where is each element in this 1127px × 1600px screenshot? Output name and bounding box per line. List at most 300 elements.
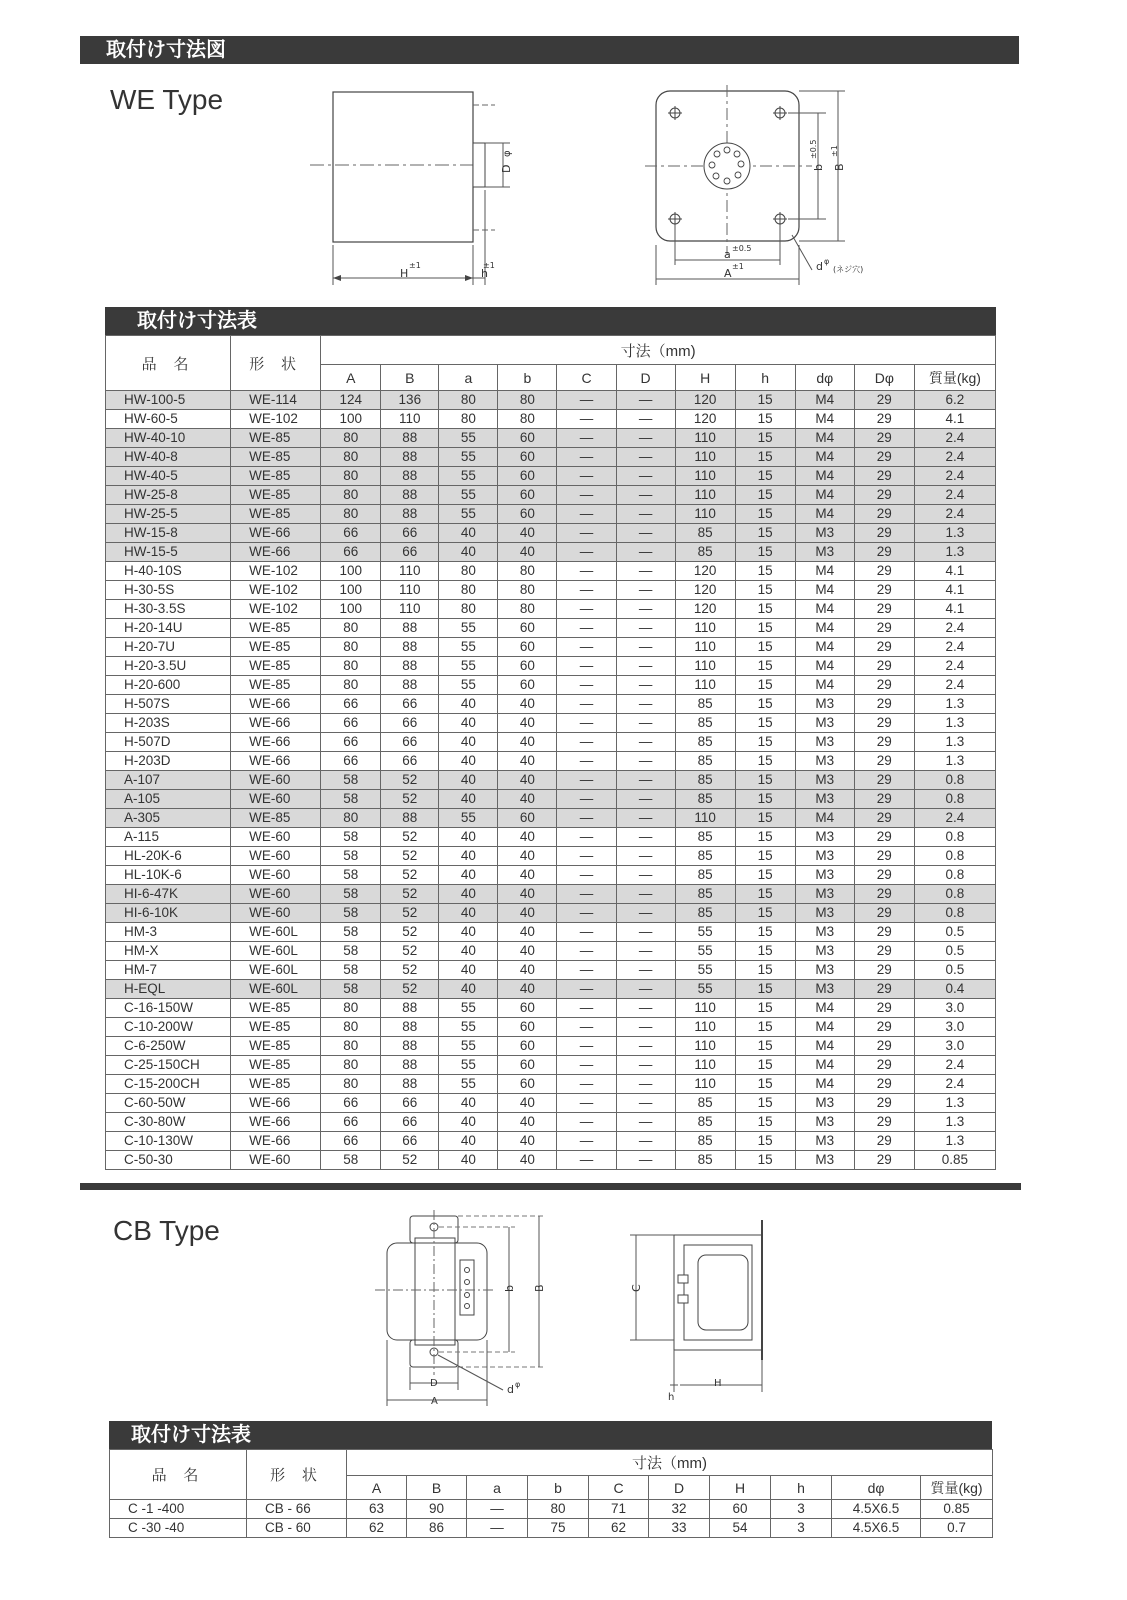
table-cell: 85 (675, 904, 735, 923)
cb-subheader: b (528, 1476, 589, 1500)
table-row (110, 1519, 993, 1538)
table-cell: 3 (771, 1519, 832, 1538)
table-cell: 15 (735, 752, 795, 771)
table-cell: 29 (854, 391, 914, 410)
table-cell: 58 (321, 771, 381, 790)
table-row (106, 790, 996, 809)
table-cell: A-115 (106, 828, 231, 847)
table-cell: WE-85 (231, 1018, 321, 1037)
table-cell: 80 (498, 600, 557, 619)
table-cell: — (616, 885, 675, 904)
table-cell: 88 (381, 1037, 439, 1056)
table-cell: 60 (498, 486, 557, 505)
table-cell: 85 (675, 733, 735, 752)
cb-col-name-header: 品 名 (110, 1450, 247, 1500)
table-cell: 29 (854, 410, 914, 429)
we-bottom-B-tol: ±1 (830, 145, 839, 157)
table-cell: 124 (321, 391, 381, 410)
table-cell: 80 (321, 1075, 381, 1094)
table-cell: M3 (795, 942, 854, 961)
we-side-phi-label: φ (502, 150, 513, 157)
table-cell: 55 (439, 467, 498, 486)
cb-side-h-label: h (668, 1392, 675, 1403)
table-cell: 80 (498, 391, 557, 410)
table-cell: — (467, 1519, 528, 1538)
table-cell: 62 (347, 1519, 407, 1538)
table-cell: M4 (795, 429, 854, 448)
table-cell: — (616, 600, 675, 619)
table-cell: WE-66 (231, 1132, 321, 1151)
we-bottom-a-tol: ±0.5 (732, 244, 752, 253)
table-cell: 55 (439, 809, 498, 828)
table-cell: M4 (795, 619, 854, 638)
table-cell: 55 (439, 1056, 498, 1075)
cb-front-d-label: d (507, 1383, 514, 1396)
table-cell: 15 (735, 429, 795, 448)
table-cell: M4 (795, 1075, 854, 1094)
table-cell: 110 (675, 486, 735, 505)
table-cell: M4 (795, 562, 854, 581)
table-cell: 88 (381, 429, 439, 448)
table-cell: — (616, 752, 675, 771)
table-cell: 40 (439, 904, 498, 923)
table-cell: M3 (795, 714, 854, 733)
table-cell: WE-66 (231, 695, 321, 714)
table-cell: 80 (439, 410, 498, 429)
table-cell: CB - 60 (247, 1519, 347, 1538)
table-cell: 120 (675, 600, 735, 619)
table-cell: 40 (439, 885, 498, 904)
table-cell: 15 (735, 695, 795, 714)
table-cell: 58 (321, 904, 381, 923)
table-cell: 80 (321, 657, 381, 676)
table-cell: HW-40-8 (106, 448, 231, 467)
table-cell: 1.3 (914, 714, 995, 733)
table-cell: 88 (381, 1056, 439, 1075)
table-cell: 15 (735, 638, 795, 657)
table-cell: 2.4 (914, 657, 995, 676)
we-type-title: WE Type (110, 84, 224, 115)
table-cell: — (557, 524, 616, 543)
table-row (110, 1500, 993, 1519)
table-cell: WE-85 (231, 1056, 321, 1075)
table-cell: 80 (498, 581, 557, 600)
table-cell: — (557, 505, 616, 524)
table-cell: 29 (854, 448, 914, 467)
table-cell: — (616, 524, 675, 543)
table-cell: — (557, 847, 616, 866)
table-cell: 110 (675, 809, 735, 828)
table-cell: WE-85 (231, 657, 321, 676)
table-row (106, 923, 996, 942)
table-cell: — (557, 923, 616, 942)
table-cell: — (557, 1056, 616, 1075)
table-cell: — (557, 1113, 616, 1132)
table-cell: 40 (439, 923, 498, 942)
table-cell: A-105 (106, 790, 231, 809)
table-cell: H-203S (106, 714, 231, 733)
table-cell: 55 (439, 676, 498, 695)
table-cell: — (616, 733, 675, 752)
table-cell: — (616, 1113, 675, 1132)
table-cell: — (557, 676, 616, 695)
table-cell: 52 (381, 847, 439, 866)
we-subheader: h (735, 365, 795, 391)
table-cell: H-30-5S (106, 581, 231, 600)
table-row (106, 638, 996, 657)
cb-subheader: B (407, 1476, 467, 1500)
table-cell: 0.7 (921, 1519, 993, 1538)
table-cell: 110 (675, 676, 735, 695)
table-cell: H-20-7U (106, 638, 231, 657)
table-cell: — (557, 638, 616, 657)
table-cell: 32 (649, 1500, 710, 1519)
table-cell: — (616, 904, 675, 923)
table-cell: M4 (795, 581, 854, 600)
we-bottom-A-label: A (724, 267, 732, 280)
table-cell: C-25-150CH (106, 1056, 231, 1075)
table-cell: 85 (675, 714, 735, 733)
table-cell: 29 (854, 866, 914, 885)
table-row (106, 486, 996, 505)
table-cell: 110 (675, 619, 735, 638)
table-cell: 88 (381, 999, 439, 1018)
table-cell: — (557, 657, 616, 676)
table-cell: 88 (381, 505, 439, 524)
table-cell: 0.8 (914, 885, 995, 904)
we-subheader: C (557, 365, 616, 391)
table-cell: — (557, 429, 616, 448)
table-cell: — (557, 1094, 616, 1113)
table-cell: — (557, 752, 616, 771)
table-cell: 110 (675, 1056, 735, 1075)
table-cell: 15 (735, 505, 795, 524)
table-cell: WE-60 (231, 771, 321, 790)
cb-subheader: dφ (832, 1476, 921, 1500)
table-cell: — (557, 904, 616, 923)
table-cell: — (616, 1132, 675, 1151)
table-cell: 80 (321, 638, 381, 657)
table-cell: 66 (381, 1113, 439, 1132)
table-cell: 60 (498, 1037, 557, 1056)
table-cell: 40 (498, 733, 557, 752)
table-cell: 29 (854, 543, 914, 562)
table-row (106, 885, 996, 904)
cb-front-d-phi: φ (515, 1380, 521, 1389)
table-cell: 29 (854, 961, 914, 980)
table-cell: 75 (528, 1519, 589, 1538)
table-cell: 66 (321, 695, 381, 714)
table-cell: 29 (854, 923, 914, 942)
table-cell: M3 (795, 752, 854, 771)
table-cell: C -1 -400 (110, 1500, 247, 1519)
table-cell: 66 (381, 695, 439, 714)
table-cell: WE-85 (231, 467, 321, 486)
table-cell: 40 (498, 771, 557, 790)
table-cell: 88 (381, 809, 439, 828)
table-cell: 60 (498, 1075, 557, 1094)
table-cell: 71 (589, 1500, 649, 1519)
table-cell: 15 (735, 486, 795, 505)
table-cell: — (557, 695, 616, 714)
table-cell: 66 (321, 752, 381, 771)
table-cell: 85 (675, 752, 735, 771)
table-cell: M3 (795, 1113, 854, 1132)
table-cell: 66 (381, 1094, 439, 1113)
table-cell: WE-60L (231, 961, 321, 980)
table-cell: — (616, 771, 675, 790)
table-cell: 80 (498, 410, 557, 429)
table-cell: 40 (439, 771, 498, 790)
table-cell: 88 (381, 619, 439, 638)
table-cell: — (557, 980, 616, 999)
table-cell: M3 (795, 961, 854, 980)
table-row (106, 448, 996, 467)
table-row (106, 410, 996, 429)
table-cell: 60 (498, 467, 557, 486)
table-cell: 40 (439, 543, 498, 562)
table-cell: M4 (795, 410, 854, 429)
table-cell: 0.8 (914, 828, 995, 847)
table-cell: 15 (735, 1094, 795, 1113)
table-cell: 15 (735, 524, 795, 543)
table-cell: 2.4 (914, 505, 995, 524)
table-row (106, 619, 996, 638)
table-cell: 40 (498, 904, 557, 923)
table-cell: 40 (498, 695, 557, 714)
table-cell: 80 (321, 448, 381, 467)
table-cell: WE-114 (231, 391, 321, 410)
table-cell: M4 (795, 600, 854, 619)
table-cell: 60 (498, 1018, 557, 1037)
table-cell: 85 (675, 828, 735, 847)
table-cell: 55 (439, 619, 498, 638)
we-subheader: Dφ (854, 365, 914, 391)
table-cell: WE-60 (231, 790, 321, 809)
table-row (106, 1018, 996, 1037)
table-cell: M3 (795, 771, 854, 790)
table-cell: M3 (795, 866, 854, 885)
table-cell: 15 (735, 999, 795, 1018)
table-cell: HW-100-5 (106, 391, 231, 410)
we-dimension-table (105, 335, 996, 1170)
cb-subheader: C (589, 1476, 649, 1500)
table-cell: 52 (381, 904, 439, 923)
table-row (106, 771, 996, 790)
table-row (106, 847, 996, 866)
cb-front-B-label: B (533, 1284, 546, 1292)
table-cell: 29 (854, 676, 914, 695)
table-cell: — (616, 410, 675, 429)
cb-type-title: CB Type (113, 1215, 220, 1246)
table-cell: 60 (498, 1056, 557, 1075)
table-cell: 66 (321, 714, 381, 733)
table-cell: — (557, 467, 616, 486)
table-cell: 15 (735, 980, 795, 999)
table-cell: — (557, 448, 616, 467)
table-cell: 29 (854, 999, 914, 1018)
table-cell: 29 (854, 714, 914, 733)
table-cell: 66 (381, 752, 439, 771)
table-cell: 80 (439, 600, 498, 619)
table-cell: CB - 66 (247, 1500, 347, 1519)
table-cell: 66 (381, 1132, 439, 1151)
table-cell: A-107 (106, 771, 231, 790)
table-cell: 6.2 (914, 391, 995, 410)
table-cell: 58 (321, 923, 381, 942)
table-cell: 55 (675, 923, 735, 942)
we-side-h-label: h (481, 267, 488, 280)
table-cell: 110 (381, 562, 439, 581)
table-cell: 29 (854, 524, 914, 543)
table-cell: — (557, 942, 616, 961)
table-cell: 15 (735, 904, 795, 923)
table-row (106, 467, 996, 486)
table-cell: WE-66 (231, 733, 321, 752)
table-cell: 40 (498, 790, 557, 809)
table-cell: 110 (381, 410, 439, 429)
table-cell: HW-40-5 (106, 467, 231, 486)
table-cell: 0.8 (914, 904, 995, 923)
table-cell: 40 (439, 847, 498, 866)
we-bottom-A-tol: ±1 (732, 262, 744, 271)
table-cell: — (616, 980, 675, 999)
we-bottom-d-label: d (816, 260, 823, 273)
table-cell: 60 (498, 638, 557, 657)
table-cell: 40 (439, 866, 498, 885)
we-side-h-tol: ±1 (483, 261, 495, 270)
table-cell: 66 (381, 733, 439, 752)
we-subheader: D (616, 365, 675, 391)
table-cell: WE-66 (231, 1094, 321, 1113)
table-cell: H-203D (106, 752, 231, 771)
table-cell: 29 (854, 429, 914, 448)
table-cell: 1.3 (914, 733, 995, 752)
table-cell: 100 (321, 600, 381, 619)
table-cell: HI-6-47K (106, 885, 231, 904)
table-cell: HW-25-5 (106, 505, 231, 524)
table-cell: 86 (407, 1519, 467, 1538)
table-cell: 40 (498, 1132, 557, 1151)
table-cell: 66 (321, 1094, 381, 1113)
table-cell: 29 (854, 752, 914, 771)
table-cell: 29 (854, 1113, 914, 1132)
table-cell: 15 (735, 1056, 795, 1075)
table-cell: 52 (381, 828, 439, 847)
table-cell: 80 (321, 1056, 381, 1075)
table-cell: 0.85 (921, 1500, 993, 1519)
table-cell: WE-60L (231, 980, 321, 999)
table-row (106, 1037, 996, 1056)
table-cell: 85 (675, 847, 735, 866)
we-table-title-bar (105, 307, 996, 335)
table-cell: 40 (498, 980, 557, 999)
table-cell: 62 (589, 1519, 649, 1538)
table-cell: WE-60L (231, 923, 321, 942)
table-cell: 120 (675, 562, 735, 581)
table-cell: WE-85 (231, 429, 321, 448)
table-cell: 40 (439, 828, 498, 847)
table-row (106, 676, 996, 695)
table-row (106, 524, 996, 543)
table-cell: 29 (854, 638, 914, 657)
table-cell: WE-85 (231, 1075, 321, 1094)
table-cell: 55 (439, 1018, 498, 1037)
we-side-view-drawing (310, 85, 540, 295)
table-cell: 52 (381, 885, 439, 904)
table-cell: 15 (735, 619, 795, 638)
table-cell: 29 (854, 809, 914, 828)
table-cell: 80 (439, 562, 498, 581)
table-cell: 66 (381, 543, 439, 562)
table-cell: — (557, 486, 616, 505)
table-cell: — (557, 885, 616, 904)
table-cell: C -30 -40 (110, 1519, 247, 1538)
table-cell: — (616, 467, 675, 486)
table-cell: — (557, 619, 616, 638)
table-cell: WE-102 (231, 410, 321, 429)
cb-subheader: A (347, 1476, 407, 1500)
table-cell: 40 (498, 828, 557, 847)
table-cell: — (616, 923, 675, 942)
table-cell: 15 (735, 961, 795, 980)
table-cell: 100 (321, 410, 381, 429)
table-cell: 1.3 (914, 1113, 995, 1132)
cb-subheader: H (710, 1476, 771, 1500)
table-cell: 29 (854, 1075, 914, 1094)
table-cell: 110 (675, 1018, 735, 1037)
table-cell: WE-102 (231, 562, 321, 581)
table-cell: 15 (735, 828, 795, 847)
table-cell: 29 (854, 904, 914, 923)
we-subheader: a (439, 365, 498, 391)
table-cell: 4.1 (914, 581, 995, 600)
table-cell: 0.5 (914, 961, 995, 980)
table-cell: 66 (381, 524, 439, 543)
table-cell: — (616, 1094, 675, 1113)
table-cell: M3 (795, 828, 854, 847)
table-cell: 29 (854, 657, 914, 676)
table-cell: 88 (381, 676, 439, 695)
table-cell: WE-85 (231, 676, 321, 695)
table-cell: 15 (735, 790, 795, 809)
table-cell: 4.5X6.5 (832, 1519, 921, 1538)
table-cell: 0.85 (914, 1151, 995, 1170)
cb-subheader: h (771, 1476, 832, 1500)
cb-front-D-label: D (430, 1378, 438, 1389)
table-cell: — (616, 638, 675, 657)
table-cell: 88 (381, 657, 439, 676)
table-cell: 40 (498, 866, 557, 885)
table-cell: — (616, 999, 675, 1018)
table-cell: WE-60 (231, 904, 321, 923)
table-cell: 3 (771, 1500, 832, 1519)
table-cell: 1.3 (914, 524, 995, 543)
table-cell: WE-60 (231, 847, 321, 866)
table-cell: — (557, 790, 616, 809)
table-cell: 29 (854, 980, 914, 999)
table-cell: 40 (439, 1132, 498, 1151)
table-cell: 40 (498, 714, 557, 733)
cb-side-C-label: C (630, 1284, 643, 1292)
table-cell: M4 (795, 1018, 854, 1037)
table-row (106, 866, 996, 885)
table-cell: HL-10K-6 (106, 866, 231, 885)
table-cell: 58 (321, 828, 381, 847)
table-cell: WE-102 (231, 581, 321, 600)
table-cell: 40 (498, 942, 557, 961)
table-cell: — (616, 391, 675, 410)
